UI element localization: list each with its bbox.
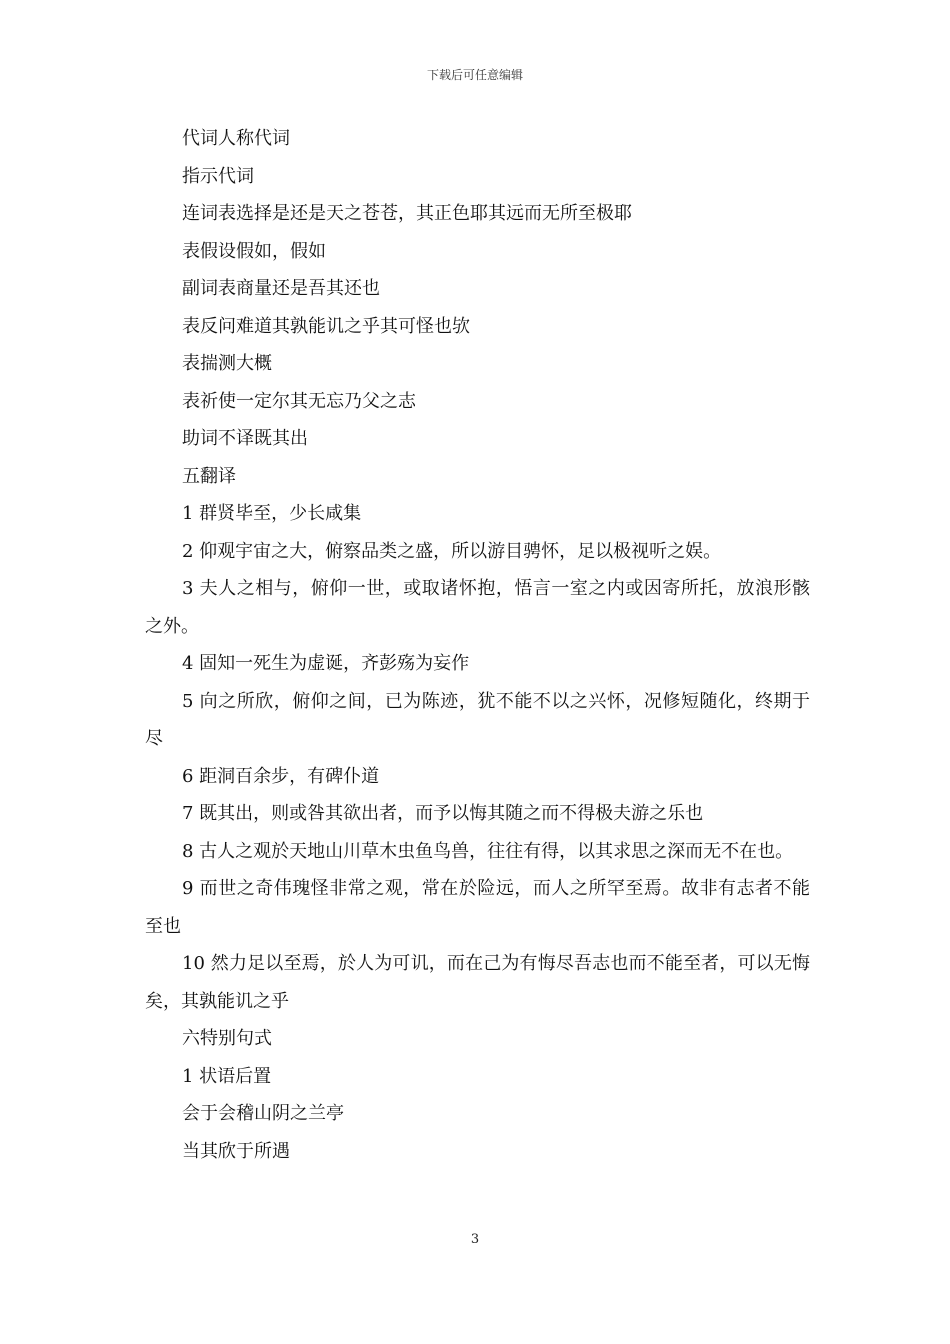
paragraph: 1 状语后置	[182, 1065, 272, 1087]
section-heading: 五翻译	[182, 465, 236, 487]
paragraph: 连词表选择是还是天之苍苍，其正色耶其远而无所至极耶	[182, 203, 632, 224]
paragraph: 表假设假如，假如	[182, 240, 326, 262]
paragraph: 6 距洞百余步，有碑仆道	[182, 765, 380, 787]
paragraph: 会于会稽山阴之兰亭	[182, 1103, 344, 1124]
section-heading: 六特别句式	[182, 1028, 272, 1049]
page-header: 下载后可任意编辑	[426, 68, 523, 82]
paragraph: 2 仰观宇宙之大，俯察品类之盛，所以游目骋怀，足以极视听之娱。	[182, 540, 722, 562]
paragraph: 当其欣于所遇	[182, 1140, 290, 1162]
paragraph: 9 而世之奇伟瑰怪非常之观，常在於险远，而人之所罕至焉。故非有志者不能至也	[145, 878, 810, 937]
paragraph: 表揣测大概	[182, 353, 272, 374]
paragraph: 10 然力足以至焉，於人为可讥，而在己为有悔尽吾志也而不能至者，可以无悔矣，其孰能讥之乎	[145, 953, 810, 1012]
paragraph: 指示代词	[182, 165, 254, 187]
paragraph: 代词人称代词	[182, 128, 290, 149]
paragraph: 8 古人之观於天地山川草木虫鱼鸟兽，往往有得，以其求思之深而无不在也。	[182, 840, 794, 862]
page-number: 3	[470, 1232, 480, 1247]
paragraph: 5 向之所欣，俯仰之间，已为陈迹，犹不能不以之兴怀，况修短随化，终期于尽	[145, 690, 810, 749]
paragraph: 表祈使一定尔其无忘乃父之志	[182, 390, 416, 412]
paragraph: 7 既其出，则或咎其欲出者，而予以悔其随之而不得极夫游之乐也	[182, 803, 704, 824]
paragraph: 助词不译既其出	[182, 428, 308, 449]
paragraph: 3 夫人之相与，俯仰一世，或取诸怀抱，悟言一室之内或因寄所托，放浪形骸之外。	[145, 578, 810, 637]
paragraph: 4 固知一死生为虚诞，齐彭殇为妄作	[182, 653, 470, 674]
document-body	[145, 120, 810, 1170]
paragraph: 副词表商量还是吾其还也	[182, 278, 380, 299]
paragraph: 1 群贤毕至，少长咸集	[182, 503, 362, 524]
paragraph: 表反问难道其孰能讥之乎其可怪也欤	[182, 315, 470, 337]
